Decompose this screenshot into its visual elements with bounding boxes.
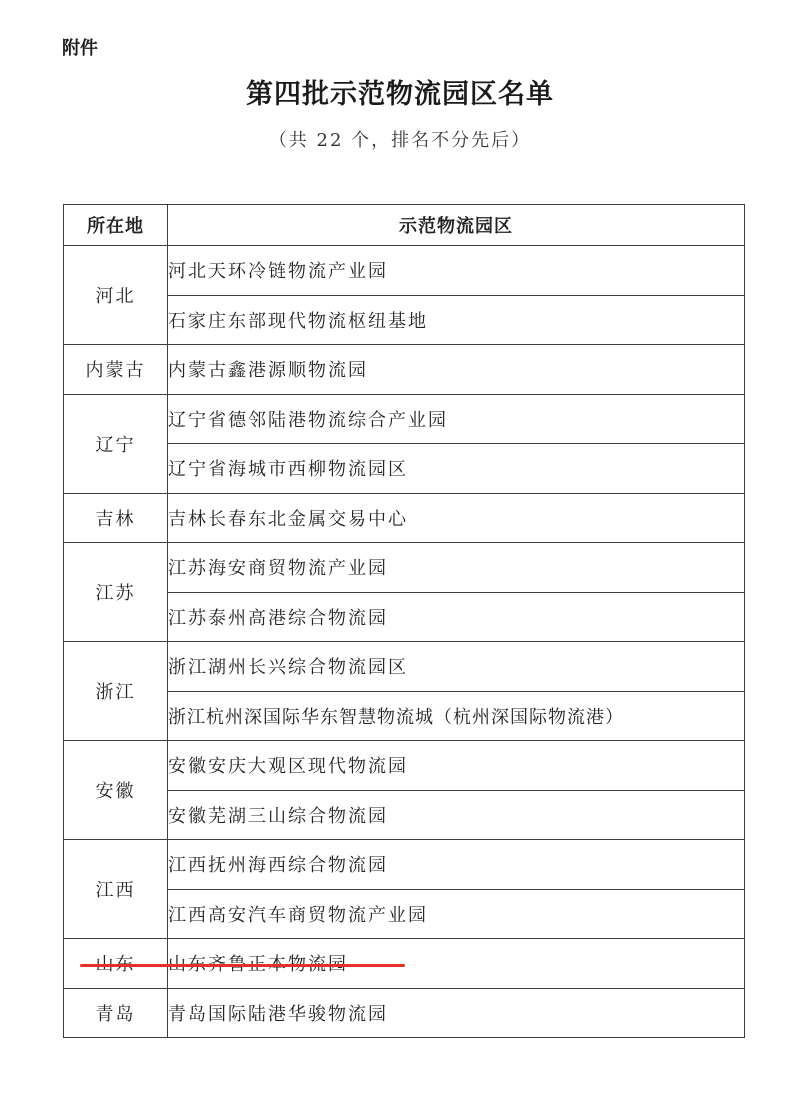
region-cell: 山东	[64, 939, 168, 989]
table-row	[64, 840, 745, 890]
park-cell: 辽宁省德邻陆港物流综合产业园	[168, 394, 745, 444]
park-cell: 石家庄东部现代物流枢纽基地	[168, 295, 745, 345]
table-row	[64, 741, 745, 791]
table-row	[64, 394, 745, 444]
park-cell: 江苏海安商贸物流产业园	[168, 543, 745, 593]
region-cell: 江西	[64, 840, 168, 939]
park-cell: 安徽芜湖三山综合物流园	[168, 790, 745, 840]
park-cell: 辽宁省海城市西柳物流园区	[168, 444, 745, 494]
park-cell: 内蒙古鑫港源顺物流园	[168, 345, 745, 395]
table-row	[64, 543, 745, 593]
park-cell: 青岛国际陆港华骏物流园	[168, 988, 745, 1038]
region-cell: 江苏	[64, 543, 168, 642]
attachment-label: 附件	[62, 38, 98, 59]
column-header-park: 示范物流园区	[168, 205, 745, 246]
page-subtitle: （共 22 个，排名不分先后）	[268, 130, 532, 151]
park-cell: 江西抚州海西综合物流园	[168, 840, 745, 890]
park-cell: 山东齐鲁正本物流园	[168, 939, 745, 989]
page-title: 第四批示范物流园区名单	[246, 79, 554, 110]
park-cell: 吉林长春东北金属交易中心	[168, 493, 745, 543]
table-header-row	[64, 205, 745, 246]
logistics-park-table	[63, 204, 745, 1038]
table-row	[64, 988, 745, 1038]
region-cell: 河北	[64, 246, 168, 345]
region-cell: 内蒙古	[64, 345, 168, 395]
column-header-location: 所在地	[64, 205, 168, 246]
park-cell: 安徽安庆大观区现代物流园	[168, 741, 745, 791]
region-cell: 吉林	[64, 493, 168, 543]
table-row	[64, 246, 745, 296]
park-cell: 浙江湖州长兴综合物流园区	[168, 642, 745, 692]
table-row	[64, 493, 745, 543]
region-cell: 安徽	[64, 741, 168, 840]
region-cell: 青岛	[64, 988, 168, 1038]
region-cell: 浙江	[64, 642, 168, 741]
park-cell: 河北天环冷链物流产业园	[168, 246, 745, 296]
red-highlight-underline	[80, 964, 405, 967]
table-row	[64, 345, 745, 395]
park-cell: 江苏泰州高港综合物流园	[168, 592, 745, 642]
park-cell: 江西高安汽车商贸物流产业园	[168, 889, 745, 939]
table-row	[64, 642, 745, 692]
park-cell: 浙江杭州深国际华东智慧物流城（杭州深国际物流港）	[168, 691, 745, 741]
region-cell: 辽宁	[64, 394, 168, 493]
